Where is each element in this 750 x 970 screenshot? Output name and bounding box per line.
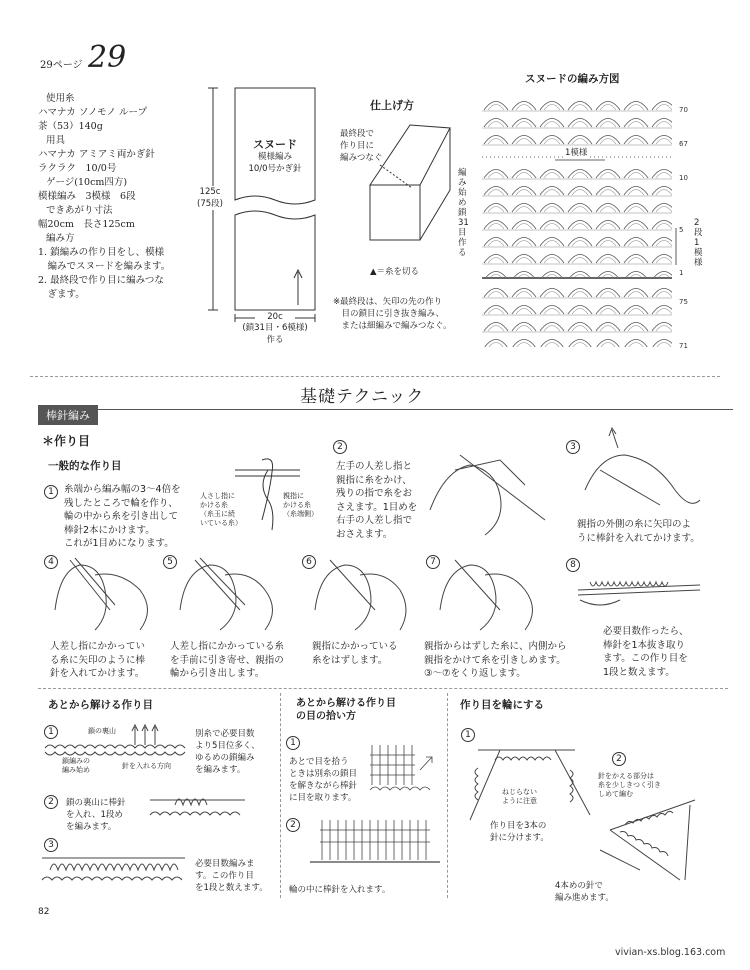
step-5-number: 5 bbox=[163, 555, 177, 569]
page-number: 82 bbox=[38, 907, 50, 917]
prov-1-text: 別糸で必要目数 より5目位多く、 ゆるめの鎖編み を編みます。 bbox=[195, 729, 260, 775]
page-ref: 29ページ bbox=[40, 60, 83, 71]
row-75: 75 bbox=[679, 298, 688, 306]
schematic-width: 20c bbox=[255, 311, 295, 323]
step-4-text: 人差し指にかかってい る糸に矢印のように棒 針を入れてかけます。 bbox=[50, 641, 146, 679]
prov-3-number: 3 bbox=[44, 838, 58, 852]
step-6-text: 親指にかかっている 糸をはずします。 bbox=[312, 641, 398, 666]
general-cast-on-title: 一般的な作り目 bbox=[48, 460, 122, 472]
pick-1-text: あとで目を拾う ときは別糸の鎖目 を解きながら棒針 に目を取ります。 bbox=[289, 757, 358, 803]
technique-title: 基礎テクニック bbox=[300, 387, 425, 407]
prov-label-bump: 鎖の裏山 bbox=[88, 727, 116, 735]
gauge-text: 模様編み 3模様 6段 bbox=[38, 191, 136, 202]
ring-2-number: 2 bbox=[612, 752, 626, 766]
ring-2-text: 4本めの針で 編み進めます。 bbox=[555, 881, 614, 903]
row-1: 1 bbox=[679, 269, 684, 277]
step-8-text: 必要目数作ったら、 棒針を1本抜き取り ます。この作り目を 1段と数えます。 bbox=[603, 626, 689, 678]
schematic-pattern: 模様編み bbox=[257, 152, 292, 162]
chart-row-repeat: 2段1模様 bbox=[694, 218, 703, 268]
label-thumb-yarn: 親指に かける糸 （糸端側） bbox=[283, 492, 318, 518]
pick-2-number: 2 bbox=[286, 818, 300, 832]
step-2-number: 2 bbox=[333, 440, 347, 454]
prov-2-text: 鎖の裏山に棒針 を入れ、1段め を編みます。 bbox=[66, 798, 126, 832]
prov-1-number: 1 bbox=[44, 725, 58, 739]
label-index-yarn: 人さし指に かける糸 （糸玉に続 いている糸） bbox=[200, 492, 242, 527]
schematic-hook: 10/0号かぎ針 bbox=[248, 164, 302, 174]
prov-2-number: 2 bbox=[44, 795, 58, 809]
yarn-text: ハマナカ ソノモノ ループ 茶（53）140g bbox=[38, 107, 148, 132]
finishing-note: 最終段で 作り目に 編みつなぐ bbox=[340, 129, 383, 163]
provisional-title: あとから解ける作り目 bbox=[48, 699, 153, 711]
row-71: 71 bbox=[679, 342, 688, 350]
step-4-number: 4 bbox=[44, 555, 58, 569]
yarn-heading: 使用糸 bbox=[46, 93, 75, 104]
pick-up-title: あとから解ける作り目 の目の拾い方 bbox=[296, 698, 396, 722]
step-5-text: 人差し指にかかっている糸 を手前に引き寄せ、親指の 輪から引き出します。 bbox=[170, 641, 285, 679]
chart-start-label: 編み始め 鎖31目作る bbox=[458, 168, 469, 258]
step-3-text: 親指の外側の糸に矢印のよ うに棒針を入れてかけます。 bbox=[577, 519, 700, 544]
join-round-title: 作り目を輪にする bbox=[460, 699, 544, 711]
size-text: 幅20cm 長さ125cm bbox=[38, 219, 135, 230]
ring-note-2: 針をかえる部分は 糸を少しきつく引き しめて編む bbox=[598, 772, 661, 798]
step-6-number: 6 bbox=[302, 555, 316, 569]
ring-1-text: 作り目を3本の 針に分けます。 bbox=[490, 821, 549, 843]
method-step-2: 2. 最終段で作り目に編みつな ぎます。 bbox=[38, 275, 164, 300]
row-67: 67 bbox=[679, 140, 688, 148]
row-5: 5 bbox=[679, 226, 684, 234]
watermark: vivian-xs.blog.163.com bbox=[615, 947, 726, 958]
ring-note-twist: ねじらない ように注意 bbox=[502, 788, 537, 805]
tools-heading: 用具 bbox=[46, 135, 66, 146]
step-1-text: 糸端から編み幅の3～4倍を 残したところで輪を作り、 輪の中から糸を引き出して 棒針2本にかけます。 これが1目めになります。 bbox=[64, 484, 181, 549]
prov-label-start: 鎖編みの 編み始め bbox=[62, 757, 90, 774]
chart-repeat-label: 1模様 bbox=[565, 148, 588, 158]
schematic-title: スヌード bbox=[253, 138, 297, 151]
prov-3-text: 必要目数編みま す。この作り目 を1段と数えます。 bbox=[195, 859, 268, 893]
cast-on-title: ＊作り目 bbox=[42, 434, 91, 448]
section-knitting: 棒針編み bbox=[38, 405, 98, 425]
tools-text: ハマナカ アミアミ両かぎ針 ラクラク 10/0号 bbox=[38, 149, 155, 174]
finishing-legend: ▲＝糸を切る bbox=[370, 267, 420, 277]
pick-2-text: 輪の中に棒針を入れます。 bbox=[289, 885, 391, 895]
step-7-number: 7 bbox=[426, 555, 440, 569]
step-7-text: 親指からはずした糸に、内側から 親指をかけて糸を引きしめます。 ③～⑦をくり返します。 bbox=[424, 641, 567, 679]
chart-title: スヌードの編み方図 bbox=[525, 73, 620, 85]
method-step-1: 1. 鎖編みの作り目をし、模様 編みでスヌードを編みます。 bbox=[38, 247, 171, 272]
finishing-note-2: ※最終段は、矢印の先の作り 目の鎖目に引き抜き編み、 または細編みで編みつなぐ。 bbox=[333, 297, 452, 331]
method-heading: 編み方 bbox=[46, 233, 75, 244]
schematic-length: 125c (75段) bbox=[190, 186, 230, 210]
step-3-number: 3 bbox=[566, 440, 580, 454]
row-70: 70 bbox=[679, 106, 688, 114]
prov-label-direction: 針を入れる方向 bbox=[122, 762, 171, 770]
ring-1-number: 1 bbox=[461, 728, 475, 742]
gauge-heading: ゲージ(10cm四方) bbox=[46, 177, 128, 188]
step-2-text: 左手の人差し指と 親指に糸をかけ、 残りの指で糸をお さえます。1目めを 右手の人差し指で おさえます。 bbox=[336, 461, 418, 540]
pick-1-number: 1 bbox=[286, 736, 300, 750]
row-10: 10 bbox=[679, 174, 688, 182]
step-8-number: 8 bbox=[566, 558, 580, 572]
schematic-cast-on: (鎖31目・6模様) 作る bbox=[242, 323, 308, 345]
pattern-number: 29 bbox=[88, 40, 127, 75]
finishing-title: 仕上げ方 bbox=[370, 99, 414, 112]
step-1-number: 1 bbox=[44, 485, 58, 499]
size-heading: できあがり寸法 bbox=[46, 205, 113, 216]
